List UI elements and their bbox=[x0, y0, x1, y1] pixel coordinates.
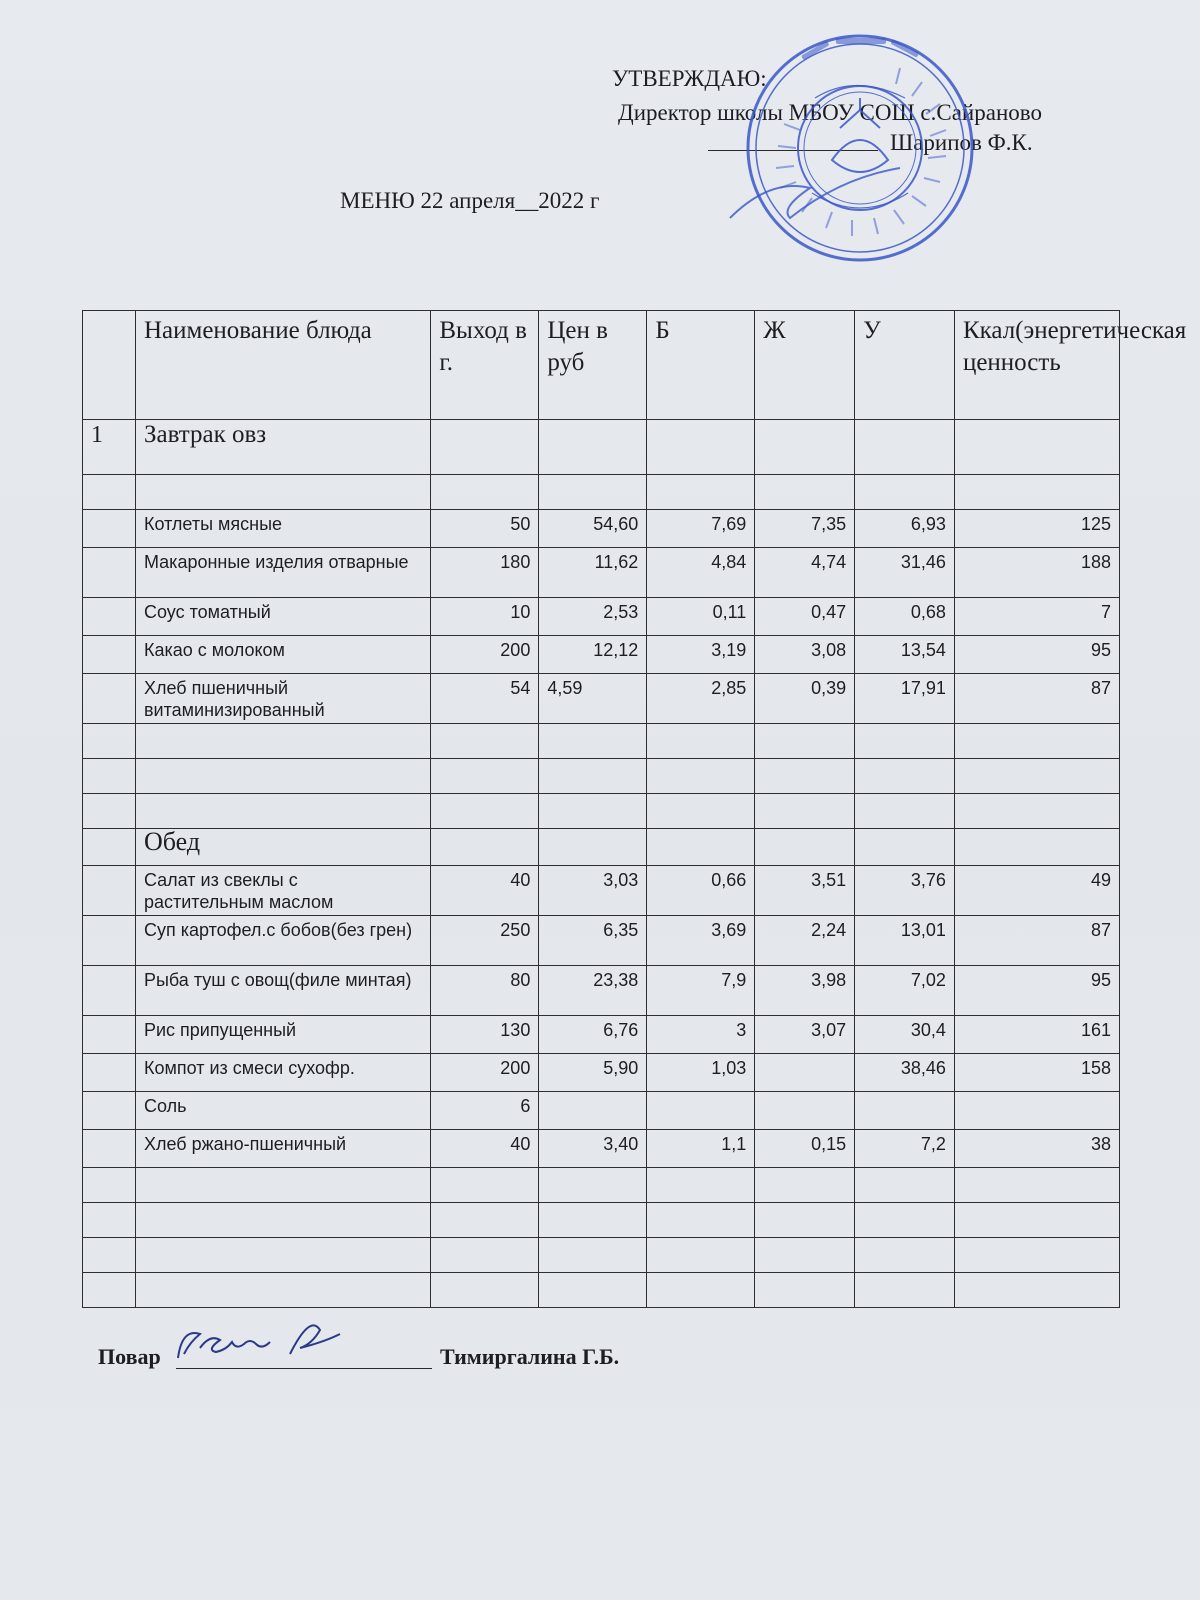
table-row bbox=[83, 1054, 1120, 1092]
dish-carbs: 7,2 bbox=[855, 1130, 955, 1168]
blank-row bbox=[83, 475, 1120, 510]
dish-name: Соль bbox=[135, 1092, 430, 1130]
menu-title: МЕНЮ 22 апреля__2022 г bbox=[340, 188, 600, 213]
approval-title: УТВЕРЖДАЮ: bbox=[612, 66, 767, 91]
table-row bbox=[83, 866, 1120, 916]
table-row bbox=[83, 510, 1120, 548]
lunch-label: Обед bbox=[135, 829, 430, 866]
header-cell-carbs: У bbox=[855, 311, 955, 420]
table-row bbox=[83, 548, 1120, 598]
blank-row bbox=[83, 1273, 1120, 1308]
dish-protein: 1,1 bbox=[647, 1130, 755, 1168]
dish-yield: 40 bbox=[431, 866, 539, 916]
dish-carbs: 17,91 bbox=[855, 674, 955, 724]
dish-yield: 50 bbox=[431, 510, 539, 548]
dish-fat: 0,39 bbox=[755, 674, 855, 724]
lunch-section-row bbox=[83, 829, 1120, 866]
dish-protein: 0,11 bbox=[647, 598, 755, 636]
dish-carbs: 38,46 bbox=[855, 1054, 955, 1092]
cook-name: Тимиргалина Г.Б. bbox=[440, 1344, 620, 1369]
dish-fat bbox=[755, 1054, 855, 1092]
dish-kcal: 95 bbox=[954, 966, 1119, 1016]
dish-yield: 200 bbox=[431, 1054, 539, 1092]
dish-price: 54,60 bbox=[539, 510, 647, 548]
dish-carbs: 13,54 bbox=[855, 636, 955, 674]
dish-name: Салат из свеклы с растительным маслом bbox=[135, 866, 430, 916]
dish-price: 12,12 bbox=[539, 636, 647, 674]
dish-name: Рис припущенный bbox=[135, 1016, 430, 1054]
blank-row bbox=[83, 1238, 1120, 1273]
cook-label: Повар bbox=[98, 1344, 161, 1369]
dish-protein: 7,9 bbox=[647, 966, 755, 1016]
dish-fat: 2,24 bbox=[755, 916, 855, 966]
dish-name: Котлеты мясные bbox=[135, 510, 430, 548]
dish-yield: 180 bbox=[431, 548, 539, 598]
dish-price: 6,35 bbox=[539, 916, 647, 966]
dish-fat: 0,47 bbox=[755, 598, 855, 636]
table-row bbox=[83, 966, 1120, 1016]
breakfast-section-row bbox=[83, 420, 1120, 475]
table-row bbox=[83, 598, 1120, 636]
dish-protein: 1,03 bbox=[647, 1054, 755, 1092]
dish-carbs: 6,93 bbox=[855, 510, 955, 548]
dish-carbs: 30,4 bbox=[855, 1016, 955, 1054]
dish-price: 4,59 bbox=[539, 674, 647, 724]
header-cell-num bbox=[83, 311, 136, 420]
dish-protein: 3,69 bbox=[647, 916, 755, 966]
dish-fat bbox=[755, 1092, 855, 1130]
dish-carbs: 0,68 bbox=[855, 598, 955, 636]
dish-protein: 2,85 bbox=[647, 674, 755, 724]
dish-kcal: 125 bbox=[954, 510, 1119, 548]
dish-price: 11,62 bbox=[539, 548, 647, 598]
dish-price: 6,76 bbox=[539, 1016, 647, 1054]
dish-carbs: 31,46 bbox=[855, 548, 955, 598]
dish-fat: 3,08 bbox=[755, 636, 855, 674]
dish-kcal: 188 bbox=[954, 548, 1119, 598]
official-stamp bbox=[740, 28, 980, 268]
dish-carbs: 13,01 bbox=[855, 916, 955, 966]
dish-yield: 80 bbox=[431, 966, 539, 1016]
approval-director: Директор школы МБОУ СОШ с.Сайраново bbox=[618, 100, 1042, 125]
dish-price: 2,53 bbox=[539, 598, 647, 636]
table-row bbox=[83, 1092, 1120, 1130]
dish-price: 3,40 bbox=[539, 1130, 647, 1168]
blank-row bbox=[83, 1203, 1120, 1238]
dish-carbs bbox=[855, 1092, 955, 1130]
table-row bbox=[83, 1016, 1120, 1054]
dish-name: Какао с молоком bbox=[135, 636, 430, 674]
dish-name: Хлеб ржано-пшеничный bbox=[135, 1130, 430, 1168]
dish-kcal: 38 bbox=[954, 1130, 1119, 1168]
dish-yield: 200 bbox=[431, 636, 539, 674]
dish-yield: 130 bbox=[431, 1016, 539, 1054]
dish-kcal: 158 bbox=[954, 1054, 1119, 1092]
dish-yield: 250 bbox=[431, 916, 539, 966]
header-cell-price: Цен в руб bbox=[539, 311, 647, 420]
dish-kcal: 87 bbox=[954, 916, 1119, 966]
dish-protein: 7,69 bbox=[647, 510, 755, 548]
dish-kcal: 49 bbox=[954, 866, 1119, 916]
dish-fat: 0,15 bbox=[755, 1130, 855, 1168]
menu-table bbox=[82, 310, 1187, 1308]
dish-name: Рыба туш с овощ(филе минтая) bbox=[135, 966, 430, 1016]
header-cell-protein: Б bbox=[647, 311, 755, 420]
blank-row bbox=[83, 794, 1120, 829]
header-cell-fat: Ж bbox=[755, 311, 855, 420]
dish-kcal: 95 bbox=[954, 636, 1119, 674]
dish-name: Хлеб пшеничный витаминизированный bbox=[135, 674, 430, 724]
dish-protein: 3 bbox=[647, 1016, 755, 1054]
dish-yield: 54 bbox=[431, 674, 539, 724]
dish-fat: 3,98 bbox=[755, 966, 855, 1016]
dish-name: Соус томатный bbox=[135, 598, 430, 636]
approval-name: Шарипов Ф.К. bbox=[890, 130, 1033, 155]
dish-yield: 10 bbox=[431, 598, 539, 636]
dish-name: Компот из смеси сухофр. bbox=[135, 1054, 430, 1092]
dish-protein: 4,84 bbox=[647, 548, 755, 598]
blank-row bbox=[83, 1168, 1120, 1203]
table-header-row bbox=[83, 311, 1120, 420]
table-row bbox=[83, 636, 1120, 674]
breakfast-label: Завтрак овз bbox=[135, 420, 430, 475]
dish-name: Суп картофел.с бобов(без грен) bbox=[135, 916, 430, 966]
table-row bbox=[83, 916, 1120, 966]
dish-price: 5,90 bbox=[539, 1054, 647, 1092]
dish-yield: 6 bbox=[431, 1092, 539, 1130]
dish-protein: 0,66 bbox=[647, 866, 755, 916]
dish-fat: 3,07 bbox=[755, 1016, 855, 1054]
dish-carbs: 3,76 bbox=[855, 866, 955, 916]
header-cell-kcal: Ккал(энергетическая ценность bbox=[954, 311, 1119, 420]
header-cell-dish: Наименование блюда bbox=[135, 311, 430, 420]
dish-yield: 40 bbox=[431, 1130, 539, 1168]
table-row bbox=[83, 1130, 1120, 1168]
dish-kcal: 161 bbox=[954, 1016, 1119, 1054]
breakfast-number: 1 bbox=[83, 420, 136, 475]
dish-fat: 7,35 bbox=[755, 510, 855, 548]
dish-protein bbox=[647, 1092, 755, 1130]
dish-kcal: 87 bbox=[954, 674, 1119, 724]
table-row bbox=[83, 674, 1120, 724]
dish-price bbox=[539, 1092, 647, 1130]
blank-row bbox=[83, 759, 1120, 794]
dish-price: 3,03 bbox=[539, 866, 647, 916]
dish-kcal bbox=[954, 1092, 1119, 1130]
dish-fat: 4,74 bbox=[755, 548, 855, 598]
dish-name: Макаронные изделия отварные bbox=[135, 548, 430, 598]
dish-carbs: 7,02 bbox=[855, 966, 955, 1016]
dish-kcal: 7 bbox=[954, 598, 1119, 636]
dish-price: 23,38 bbox=[539, 966, 647, 1016]
cook-signature bbox=[170, 1318, 360, 1374]
header-cell-yield: Выход в г. bbox=[431, 311, 539, 420]
blank-row bbox=[83, 724, 1120, 759]
dish-fat: 3,51 bbox=[755, 866, 855, 916]
dish-protein: 3,19 bbox=[647, 636, 755, 674]
